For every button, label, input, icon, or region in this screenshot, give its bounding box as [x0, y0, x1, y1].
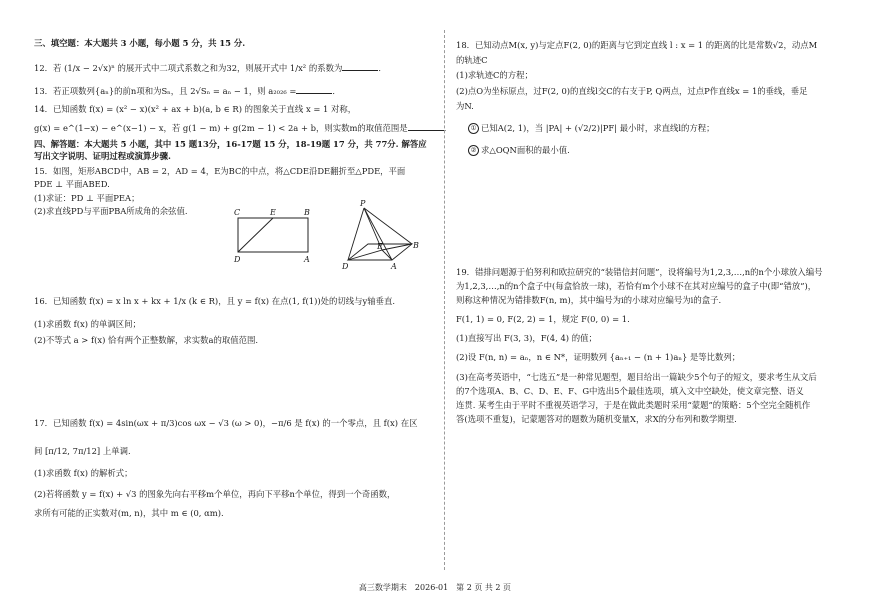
- label-b: B: [304, 208, 310, 217]
- rectangle-outline: [238, 218, 308, 252]
- segment-eb: [382, 244, 412, 250]
- label-d: D: [234, 255, 241, 264]
- answer-blank: [342, 62, 378, 71]
- edge-pa: [364, 208, 392, 260]
- question-13: 13．若正项数列{aₙ}的前n项和为Sₙ，且 2√Sₙ = aₙ − 1，则 a₂₀₂₆ = ．: [34, 86, 341, 96]
- label-c: C: [234, 208, 241, 217]
- question-17-line2: 间 [π/12, 7π/12] 上单调.: [34, 446, 131, 456]
- question-15-line2: PDE ⊥ 平面ABED.: [34, 179, 110, 189]
- question-18-subpart-ii: ② 求△OQN面积的最小值.: [468, 145, 570, 156]
- question-17-part2-line2: 求所有可能的正实数对(m, n)，其中 m ∈ (0, αm).: [34, 508, 224, 518]
- question-16-line1: 16．已知函数 f(x) = x ln x + kx + 1/x (k ∈ R)，且 y = f(x) 在点(1, f(1))处的切线与y轴垂直.: [34, 296, 395, 306]
- question-18-line1: 18．已知动点M(x, y)与定点F(2, 0)的距离与它到定直线 l : x = 1 的距离的比是常数√2，动点M: [456, 40, 818, 50]
- section4-header-line2: 写出文字说明、证明过程或演算步骤.: [34, 151, 171, 161]
- label-b: B: [413, 241, 419, 250]
- question-15-part1: (1)求证：PD ⊥ 平面PEA；: [34, 193, 140, 203]
- question-18-line2: 的轨迹C: [456, 55, 488, 65]
- question-19-given: F(1, 1) = 0, F(2, 2) = 1，规定 F(0, 0) = 1.: [456, 314, 630, 324]
- edge-pd: [348, 208, 364, 260]
- pyramid-figure: [340, 198, 420, 272]
- label-e: E: [270, 208, 276, 217]
- rectangle-abcd-figure: [228, 204, 318, 264]
- question-14-line2: g(x) = e^(1−x) − e^(x−1) − x，若 g(1 − m) + g(2m − 1) < 2a + b，则实数m的取值范围是 ．: [34, 123, 453, 133]
- question-19-line3: 则称这种情况为错排数F(n, m)，其中编号为i的小球对应编号为i的盒子.: [456, 295, 722, 305]
- question-18-part2-line1: (2)点O为坐标原点，过F(2, 0)的直线l交C的右支于P, Q两点，过点P作直线x = 1的垂线，垂足: [456, 86, 808, 96]
- question-18-part2-line2: 为N.: [456, 101, 474, 111]
- label-p: P: [360, 199, 366, 208]
- question-18-part1: (1)求轨迹C的方程；: [456, 70, 533, 80]
- label-a: A: [391, 262, 397, 271]
- question-19-part3-line3: 连贯. 某考生由于平时不重视英语学习，于是在做此类题时采用“蒙题”的策略：5个空完全随机作: [456, 400, 811, 410]
- circled-number-1: ①: [468, 123, 479, 134]
- label-a: A: [304, 255, 310, 264]
- segment-de: [348, 250, 382, 260]
- label-e: E: [377, 242, 383, 251]
- question-17-line1: 17．已知函数 f(x) = 4sin(ωx + π/3)cos ωx − √3 (ω > 0)，−π/6 是 f(x) 的一个零点，且 f(x) 在区: [34, 418, 418, 428]
- answer-blank: [296, 85, 332, 94]
- question-17-part2-line1: (2)若将函数 y = f(x) + √3 的图象先向右平移m个单位，再向下平移n个单位，得到一个奇函数，: [34, 489, 396, 499]
- edge-pb: [364, 208, 412, 244]
- question-14-line1: 14．已知函数 f(x) = (x² − x)(x² + ax + b)(a, b ∈ R) 的图象关于直线 x = 1 对称，: [34, 104, 357, 114]
- question-16-part2: (2)不等式 a > f(x) 恰有两个正整数解，求实数a的取值范围.: [34, 335, 259, 345]
- question-19-part3-line1: (3)在高考英语中，“七选五”是一种常见题型，题目给出一篇缺少5个句子的短文，要求考生从文后: [456, 372, 817, 382]
- column-divider: [444, 30, 445, 570]
- question-19-part1: (1)直接写出 F(3, 3)，F(4, 4) 的值；: [456, 333, 597, 343]
- page-footer: 高三数学期末 2026-01 第 2 页 共 2 页: [358, 583, 512, 592]
- question-19-line2: 为1,2,3,…,n的n个盒子中(每盒恰放一球)，若恰有m个小球不在其对应编号的盒子中(即“错放”)，: [456, 281, 817, 291]
- question-19-part3-line4: 答(选项不重复)，记蒙题答对的题数为随机变量X，求X的分布列和数学期望.: [456, 414, 737, 424]
- question-18-subpart-i: ① 已知A(2, 1)，当 |PA| + (√2/2)|PF| 最小时，求直线l的方程；: [468, 123, 715, 134]
- question-19-line1: 19．错排问题源于伯努利和欧拉研究的“装错信封问题”，设将编号为1,2,3,…,n的n个小球放入编号: [456, 267, 823, 277]
- question-19-part3-line2: 的7个选项A、B、C、D、E、F、G中选出5个最佳选项，填入文中空缺处，使文章完整、语义: [456, 386, 804, 396]
- question-16-part1: (1)求函数 f(x) 的单调区间；: [34, 319, 141, 329]
- label-d: D: [342, 262, 349, 271]
- question-17-part1: (1)求函数 f(x) 的解析式；: [34, 468, 133, 478]
- segment-de: [238, 218, 273, 252]
- answer-blank: [408, 122, 444, 131]
- question-19-part2: (2)设 F(n, n) = aₙ，n ∈ N*，证明数列 {aₙ₊₁ − (n + 1)aₙ} 是等比数列；: [456, 352, 741, 362]
- question-12: 12．若 (1/x − 2√x)ⁿ 的展开式中二项式系数之和为32，则展开式中 1/x² 的系数为 ．: [34, 63, 387, 73]
- section4-header-line1: 四、解答题：本大题共 5 小题，其中 15 题13分，16-17题 15 分，18-19题 17 分，共 77分. 解答应: [34, 139, 427, 149]
- section3-header: 三、填空题：本大题共 3 小题，每小题 5 分，共 15 分.: [34, 38, 246, 48]
- question-15-line1: 15．如图，矩形ABCD中，AB = 2，AD = 4，E为BC的中点，将△CDE沿DE翻折至△PDE，平面: [34, 166, 406, 176]
- question-15-part2: (2)求直线PD与平面PBA所成角的余弦值.: [34, 206, 188, 216]
- circled-number-2: ②: [468, 145, 479, 156]
